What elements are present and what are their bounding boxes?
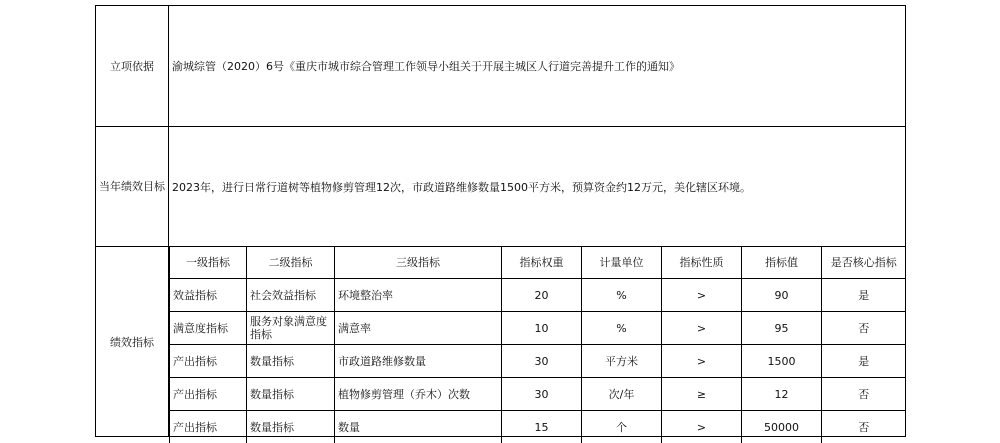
cell-unit: % [582, 312, 662, 345]
table-row [170, 279, 906, 312]
basis-label: 立项依据 [96, 6, 169, 126]
cell-core: 否 [822, 378, 906, 411]
indicators-label: 绩效指标 [96, 247, 169, 437]
cell-level3: 植物修剪管理（乔木）次数 [335, 378, 502, 411]
cell-weight: 20 [502, 279, 582, 312]
cell-weight: 15 [502, 411, 582, 443]
cell-weight: 30 [502, 345, 582, 378]
cell-core: 否 [822, 411, 906, 443]
cell-nature: > [662, 411, 742, 443]
header-level3: 三级指标 [335, 246, 502, 279]
cell-core: 是 [822, 345, 906, 378]
header-core: 是否核心指标 [822, 246, 906, 279]
cell-level1: 产出指标 [170, 411, 247, 443]
cell-level1: 产出指标 [170, 378, 247, 411]
cell-level3: 市政道路维修数量 [335, 345, 502, 378]
cell-core: 否 [822, 312, 906, 345]
header-unit: 计量单位 [582, 246, 662, 279]
cell-level3: 环境整治率 [335, 279, 502, 312]
cell-level2: 数量指标 [247, 345, 335, 378]
cell-level2: 社会效益指标 [247, 279, 335, 312]
table-row [170, 345, 906, 378]
table-header-row [170, 246, 906, 279]
cell-nature: > [662, 312, 742, 345]
cell-unit: 次/年 [582, 378, 662, 411]
cell-nature: ≥ [662, 378, 742, 411]
cell-level1: 产出指标 [170, 345, 247, 378]
cell-level2: 数量指标 [247, 378, 335, 411]
header-level2: 二级指标 [247, 246, 335, 279]
cell-core: 是 [822, 279, 906, 312]
cell-unit: % [582, 279, 662, 312]
header-weight: 指标权重 [502, 246, 582, 279]
cell-value: 1500 [742, 345, 822, 378]
cell-weight: 30 [502, 378, 582, 411]
cell-nature: > [662, 279, 742, 312]
goal-label: 当年绩效目标 [96, 127, 169, 246]
basis-text: 渝城综管（2020）6号《重庆市城市综合管理工作领导小组关于开展主城区人行道完善提升工作的通知》 [169, 6, 905, 126]
cell-unit: 平方米 [582, 345, 662, 378]
header-nature: 指标性质 [662, 246, 742, 279]
cell-value: 12 [742, 378, 822, 411]
cell-value: 90 [742, 279, 822, 312]
header-level1: 一级指标 [170, 246, 247, 279]
cell-value: 95 [742, 312, 822, 345]
header-value: 指标值 [742, 246, 822, 279]
cell-level2: 服务对象满意度指标 [247, 312, 335, 345]
cell-level3: 数量 [335, 411, 502, 443]
cell-nature: > [662, 345, 742, 378]
cell-level3: 满意率 [335, 312, 502, 345]
cell-level1: 效益指标 [170, 279, 247, 312]
goal-text: 2023年，进行日常行道树等植物修剪管理12次，市政道路维修数量1500平方米，预算资金约12万元，美化辖区环境。 [169, 127, 905, 246]
cell-value: 50000 [742, 411, 822, 443]
cell-level2: 数量指标 [247, 411, 335, 443]
indicator-table [169, 246, 906, 443]
cell-weight: 10 [502, 312, 582, 345]
table-row [170, 411, 906, 443]
table-row [170, 312, 906, 345]
cell-level1: 满意度指标 [170, 312, 247, 345]
table-row [170, 378, 906, 411]
cell-unit: 个 [582, 411, 662, 443]
performance-form [95, 5, 906, 437]
